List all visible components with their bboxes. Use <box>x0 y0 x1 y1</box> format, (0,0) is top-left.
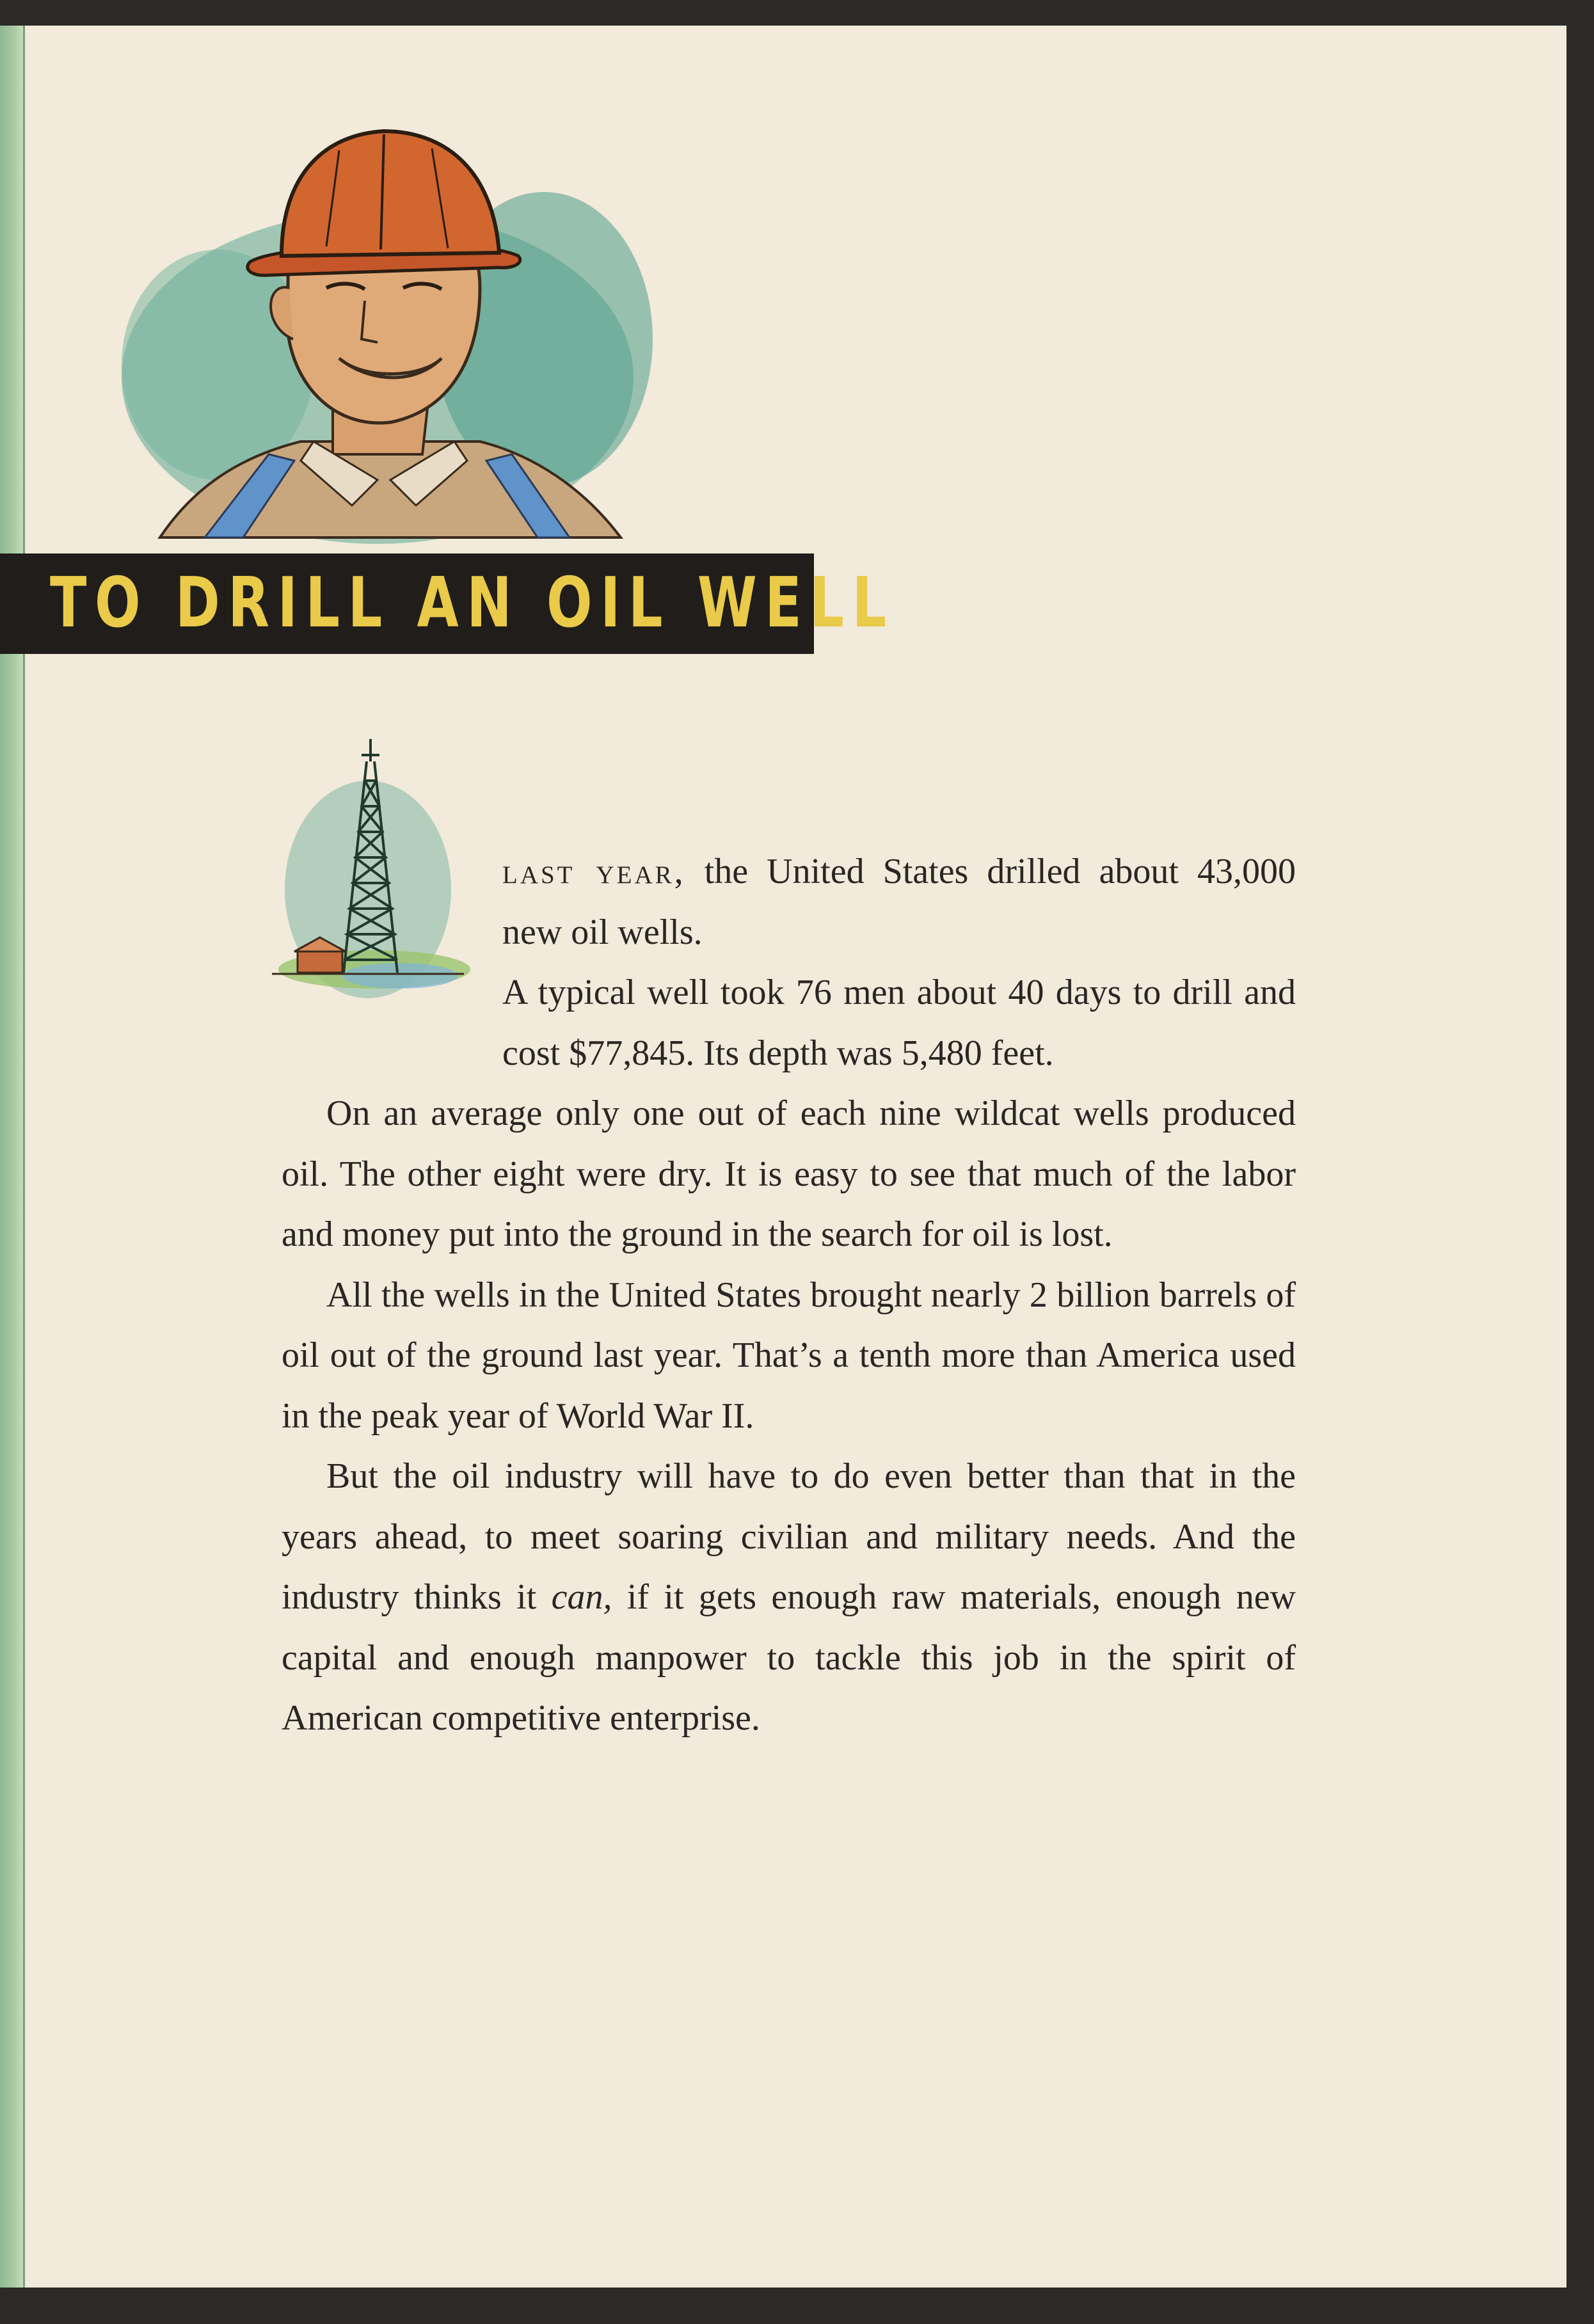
title-banner <box>0 553 895 654</box>
paragraph-5-after: if it gets enough raw materials, enough new capital and enough manpower to tackle this job in the spirit of American competitive enterprise. <box>282 1577 1296 1738</box>
paragraph-4: All the wells in the United States brought nearly 2 billion barrels of oil out of the ground last year. That’s a tenth more than America used in the peak year of World War II. <box>282 1275 1296 1436</box>
paragraph-1-text: the United States drilled about 43,000 new oil wells. <box>502 852 1296 952</box>
paragraph-3: On an average only one out of each nine wildcat wells produced oil. The other eight were dry. It is easy to see that much of the labor and money put into the ground in the search for oil is lost. <box>282 1094 1296 1254</box>
paragraph-5 <box>282 1446 1296 1749</box>
article-body <box>282 841 1296 1749</box>
page <box>0 26 1566 2288</box>
paragraph-2: A typical well took 76 men about 40 days to drill and cost $77,845. Its depth was 5,480 feet. <box>502 973 1296 1073</box>
oil-worker-illustration <box>122 96 672 544</box>
page-title: TO DRILL AN OIL WELL <box>50 563 895 643</box>
lead-smallcaps: last year, <box>502 852 686 891</box>
paragraph-5-emphasis: can, <box>551 1577 612 1617</box>
paragraph-5-before: But the oil industry will have to do even better than that in the years ahead, to meet soaring civilian and military needs. And the industry thinks it <box>282 1456 1296 1617</box>
derrick-wrap-space <box>282 841 502 1024</box>
spine-shadow <box>23 26 25 2288</box>
spine-edge <box>0 26 23 2288</box>
